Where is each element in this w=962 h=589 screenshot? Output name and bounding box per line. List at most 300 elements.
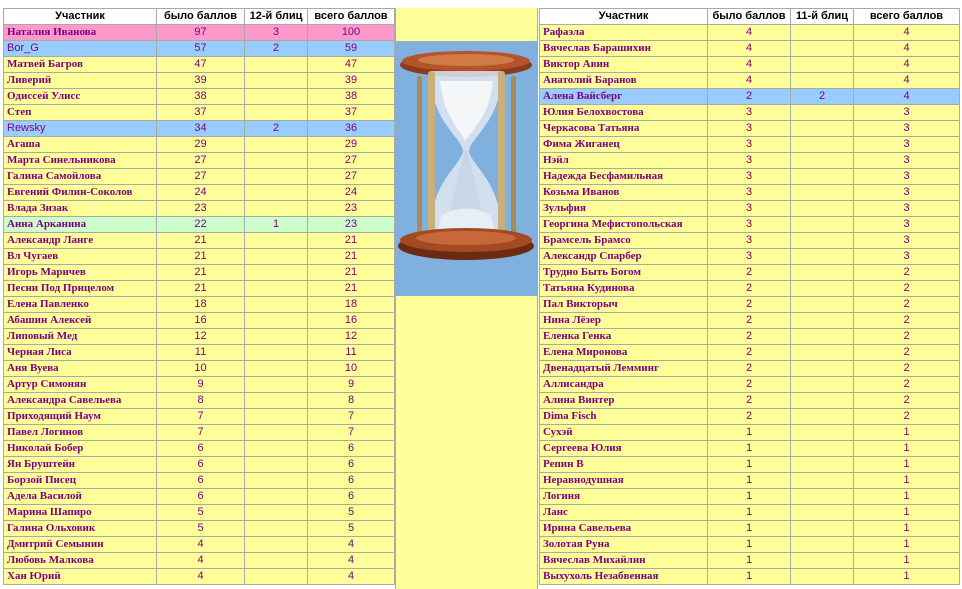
blitz-points-cell [791, 425, 854, 441]
table-row [540, 441, 960, 457]
total-points-cell: 21 [308, 281, 395, 297]
participant-name-cell: Выхухоль Незабвенная [540, 569, 708, 585]
table-row [4, 201, 395, 217]
participant-name-cell: Rewsky [4, 121, 157, 137]
hourglass-image [395, 41, 538, 296]
points-before-cell: 5 [157, 521, 245, 537]
participant-name-cell: Виктор Авин [540, 57, 708, 73]
participant-name-cell: Георгина Мефистопольская [540, 217, 708, 233]
table-row [540, 409, 960, 425]
points-before-cell: 1 [708, 505, 791, 521]
participant-name-cell: Агаша [4, 137, 157, 153]
blitz-points-cell [245, 249, 308, 265]
table-row [540, 201, 960, 217]
points-before-cell: 22 [157, 217, 245, 233]
participant-name-cell: Любовь Малкова [4, 553, 157, 569]
table-row [4, 249, 395, 265]
participant-name-cell: Черкасова Татьяна [540, 121, 708, 137]
table-row [540, 57, 960, 73]
table-row [540, 217, 960, 233]
blitz-points-cell [245, 393, 308, 409]
total-points-cell: 3 [854, 233, 960, 249]
participant-name-cell: Нина Лёзер [540, 313, 708, 329]
table-row [540, 313, 960, 329]
participant-name-cell: Павел Логинов [4, 425, 157, 441]
blitz-points-cell [245, 329, 308, 345]
blitz-points-cell [245, 105, 308, 121]
table-row [540, 249, 960, 265]
points-before-cell: 18 [157, 297, 245, 313]
blitz-points-cell [245, 281, 308, 297]
participant-name-cell: Влада Зизак [4, 201, 157, 217]
participant-name-cell: Матвей Багров [4, 57, 157, 73]
points-before-cell: 21 [157, 233, 245, 249]
header-blitz: 12-й блиц [245, 9, 308, 25]
total-points-cell: 38 [308, 89, 395, 105]
participant-name-cell: Логиня [540, 489, 708, 505]
table-row [4, 297, 395, 313]
participant-name-cell: Одиссей Улисс [4, 89, 157, 105]
blitz-points-cell [245, 361, 308, 377]
points-before-cell: 37 [157, 105, 245, 121]
participant-name-cell: Елена Миронова [540, 345, 708, 361]
points-before-cell: 3 [708, 153, 791, 169]
participant-name-cell: Александр Спарбер [540, 249, 708, 265]
hourglass-icon [395, 41, 538, 296]
participant-name-cell: Ливерий [4, 73, 157, 89]
table-row [540, 553, 960, 569]
total-points-cell: 6 [308, 473, 395, 489]
participant-name-cell: Степ [4, 105, 157, 121]
total-points-cell: 1 [854, 489, 960, 505]
total-points-cell: 47 [308, 57, 395, 73]
points-before-cell: 38 [157, 89, 245, 105]
participant-name-cell: Репин В [540, 457, 708, 473]
participant-name-cell: Надежда Бесфамильная [540, 169, 708, 185]
points-before-cell: 21 [157, 265, 245, 281]
points-before-cell: 1 [708, 537, 791, 553]
blitz-points-cell [245, 569, 308, 585]
total-points-cell: 3 [854, 249, 960, 265]
points-before-cell: 10 [157, 361, 245, 377]
blitz-points-cell [245, 425, 308, 441]
table-row [4, 441, 395, 457]
total-points-cell: 2 [854, 313, 960, 329]
points-before-cell: 12 [157, 329, 245, 345]
blitz-points-cell [791, 201, 854, 217]
blitz-points-cell [791, 457, 854, 473]
points-before-cell: 4 [708, 41, 791, 57]
blitz-points-cell: 2 [791, 89, 854, 105]
table-row [4, 89, 395, 105]
total-points-cell: 2 [854, 265, 960, 281]
table-row [540, 73, 960, 89]
total-points-cell: 7 [308, 409, 395, 425]
blitz-points-cell [245, 233, 308, 249]
participant-name-cell: Вячеслав Барашихин [540, 41, 708, 57]
participant-name-cell: Игорь Маричев [4, 265, 157, 281]
participant-name-cell: Dima Fisch [540, 409, 708, 425]
total-points-cell: 7 [308, 425, 395, 441]
points-before-cell: 5 [157, 505, 245, 521]
blitz-points-cell [245, 57, 308, 73]
points-before-cell: 2 [708, 297, 791, 313]
total-points-cell: 27 [308, 169, 395, 185]
table-row [540, 521, 960, 537]
total-points-cell: 4 [308, 553, 395, 569]
total-points-cell: 4 [854, 41, 960, 57]
table-row [4, 57, 395, 73]
total-points-cell: 6 [308, 457, 395, 473]
table-row [540, 265, 960, 281]
blitz-points-cell [791, 185, 854, 201]
points-before-cell: 2 [708, 361, 791, 377]
right-scores-table [539, 8, 960, 585]
total-points-cell: 27 [308, 153, 395, 169]
total-points-cell: 2 [854, 361, 960, 377]
participant-name-cell: Юлия Белохвостова [540, 105, 708, 121]
blitz-points-cell [245, 89, 308, 105]
total-points-cell: 9 [308, 377, 395, 393]
blitz-points-cell [791, 553, 854, 569]
table-row [540, 393, 960, 409]
table-row [540, 489, 960, 505]
table-header-row [540, 9, 960, 25]
points-before-cell: 4 [157, 569, 245, 585]
total-points-cell: 5 [308, 505, 395, 521]
blitz-points-cell [245, 489, 308, 505]
table-row [4, 425, 395, 441]
blitz-points-cell: 3 [245, 25, 308, 41]
blitz-points-cell [791, 569, 854, 585]
blitz-points-cell [791, 313, 854, 329]
blitz-points-cell [245, 473, 308, 489]
participant-name-cell: Вячеслав Михайлин [540, 553, 708, 569]
total-points-cell: 1 [854, 569, 960, 585]
blitz-points-cell [791, 57, 854, 73]
participant-name-cell: Неравнодушная [540, 473, 708, 489]
total-points-cell: 21 [308, 233, 395, 249]
points-before-cell: 2 [708, 265, 791, 281]
blitz-points-cell [245, 137, 308, 153]
total-points-cell: 8 [308, 393, 395, 409]
participant-name-cell: Ян Бруштейн [4, 457, 157, 473]
blitz-points-cell [791, 489, 854, 505]
blitz-points-cell [791, 169, 854, 185]
points-before-cell: 6 [157, 473, 245, 489]
blitz-points-cell [791, 41, 854, 57]
participant-name-cell: Галина Самойлова [4, 169, 157, 185]
table-row [4, 409, 395, 425]
blitz-points-cell [791, 441, 854, 457]
participant-name-cell: Песни Под Прицелом [4, 281, 157, 297]
points-before-cell: 27 [157, 169, 245, 185]
total-points-cell: 10 [308, 361, 395, 377]
participant-name-cell: Алена Вайсберг [540, 89, 708, 105]
blitz-points-cell [245, 185, 308, 201]
total-points-cell: 6 [308, 441, 395, 457]
participant-name-cell: Адела Василой [4, 489, 157, 505]
total-points-cell: 4 [854, 73, 960, 89]
points-before-cell: 39 [157, 73, 245, 89]
total-points-cell: 2 [854, 329, 960, 345]
table-row [540, 457, 960, 473]
total-points-cell: 39 [308, 73, 395, 89]
points-before-cell: 2 [708, 409, 791, 425]
blitz-points-cell [791, 393, 854, 409]
blitz-points-cell [791, 217, 854, 233]
participant-name-cell: Ланс [540, 505, 708, 521]
blitz-points-cell [791, 329, 854, 345]
points-before-cell: 7 [157, 409, 245, 425]
blitz-points-cell [791, 249, 854, 265]
total-points-cell: 3 [854, 137, 960, 153]
points-before-cell: 2 [708, 345, 791, 361]
blitz-points-cell: 2 [245, 121, 308, 137]
blitz-points-cell [245, 537, 308, 553]
header-total: всего баллов [308, 9, 395, 25]
points-before-cell: 3 [708, 201, 791, 217]
header-blitz: 11-й блиц [791, 9, 854, 25]
total-points-cell: 1 [854, 441, 960, 457]
blitz-points-cell [791, 137, 854, 153]
participant-name-cell: Галина Ольховик [4, 521, 157, 537]
total-points-cell: 5 [308, 521, 395, 537]
participant-name-cell: Черная Лиса [4, 345, 157, 361]
blitz-points-cell [245, 441, 308, 457]
table-row [4, 553, 395, 569]
table-row [4, 537, 395, 553]
total-points-cell: 1 [854, 425, 960, 441]
table-row [540, 233, 960, 249]
table-row [540, 137, 960, 153]
points-before-cell: 4 [708, 57, 791, 73]
participant-name-cell: Двенадцатый Лемминг [540, 361, 708, 377]
participant-name-cell: Сухэй [540, 425, 708, 441]
points-before-cell: 24 [157, 185, 245, 201]
table-row [540, 569, 960, 585]
total-points-cell: 4 [854, 57, 960, 73]
points-before-cell: 2 [708, 393, 791, 409]
table-row [4, 313, 395, 329]
points-before-cell: 23 [157, 201, 245, 217]
points-before-cell: 1 [708, 457, 791, 473]
total-points-cell: 24 [308, 185, 395, 201]
total-points-cell: 4 [308, 537, 395, 553]
participant-name-cell: Анна Арканина [4, 217, 157, 233]
participant-name-cell: Еленка Генка [540, 329, 708, 345]
total-points-cell: 2 [854, 345, 960, 361]
participant-name-cell: Аллисандра [540, 377, 708, 393]
participant-name-cell: Абашин Алексей [4, 313, 157, 329]
left-scores-table [3, 8, 395, 585]
points-before-cell: 3 [708, 105, 791, 121]
points-before-cell: 2 [708, 281, 791, 297]
table-row [4, 329, 395, 345]
blitz-points-cell [791, 473, 854, 489]
total-points-cell: 2 [854, 409, 960, 425]
total-points-cell: 37 [308, 105, 395, 121]
total-points-cell: 1 [854, 537, 960, 553]
participant-name-cell: Аня Вуева [4, 361, 157, 377]
blitz-points-cell [791, 153, 854, 169]
table-row [4, 361, 395, 377]
points-before-cell: 1 [708, 521, 791, 537]
total-points-cell: 1 [854, 473, 960, 489]
total-points-cell: 3 [854, 169, 960, 185]
total-points-cell: 2 [854, 297, 960, 313]
blitz-points-cell [791, 409, 854, 425]
participant-name-cell: Ирина Савельева [540, 521, 708, 537]
blitz-points-cell [791, 265, 854, 281]
participant-name-cell: Марта Синельникова [4, 153, 157, 169]
participant-name-cell: Вл Чугаев [4, 249, 157, 265]
participant-name-cell: Николай Бобер [4, 441, 157, 457]
blitz-points-cell [791, 297, 854, 313]
table-row [4, 217, 395, 233]
table-row [4, 281, 395, 297]
blitz-points-cell [791, 521, 854, 537]
participant-name-cell: Анатолий Баранов [540, 73, 708, 89]
total-points-cell: 3 [854, 105, 960, 121]
points-before-cell: 1 [708, 489, 791, 505]
table-row [4, 233, 395, 249]
blitz-points-cell [245, 313, 308, 329]
points-before-cell: 1 [708, 441, 791, 457]
points-before-cell: 3 [708, 185, 791, 201]
blitz-points-cell [245, 457, 308, 473]
table-row [4, 521, 395, 537]
blitz-points-cell [791, 25, 854, 41]
total-points-cell: 4 [854, 25, 960, 41]
points-before-cell: 6 [157, 489, 245, 505]
points-before-cell: 6 [157, 441, 245, 457]
total-points-cell: 29 [308, 137, 395, 153]
participant-name-cell: Борзой Писец [4, 473, 157, 489]
total-points-cell: 6 [308, 489, 395, 505]
points-before-cell: 3 [708, 121, 791, 137]
total-points-cell: 1 [854, 521, 960, 537]
table-row [540, 505, 960, 521]
total-points-cell: 23 [308, 217, 395, 233]
table-row [540, 377, 960, 393]
blitz-points-cell [245, 409, 308, 425]
table-row [4, 457, 395, 473]
participant-name-cell: Bor_G [4, 41, 157, 57]
total-points-cell: 21 [308, 249, 395, 265]
participant-name-cell: Марина Шапиро [4, 505, 157, 521]
table-row [4, 377, 395, 393]
table-row [540, 169, 960, 185]
points-before-cell: 3 [708, 249, 791, 265]
points-before-cell: 29 [157, 137, 245, 153]
participant-name-cell: Липовый Мед [4, 329, 157, 345]
participant-name-cell: Сергеева Юлия [540, 441, 708, 457]
participant-name-cell: Дмитрий Семынин [4, 537, 157, 553]
points-before-cell: 3 [708, 233, 791, 249]
points-before-cell: 27 [157, 153, 245, 169]
blitz-points-cell [245, 153, 308, 169]
table-row [540, 185, 960, 201]
total-points-cell: 16 [308, 313, 395, 329]
table-row [4, 473, 395, 489]
table-row [540, 89, 960, 105]
total-points-cell: 3 [854, 153, 960, 169]
table-row [4, 121, 395, 137]
participant-name-cell: Нэйл [540, 153, 708, 169]
blitz-points-cell [245, 553, 308, 569]
participant-name-cell: Фима Жиганец [540, 137, 708, 153]
points-before-cell: 57 [157, 41, 245, 57]
points-before-cell: 6 [157, 457, 245, 473]
points-before-cell: 4 [157, 553, 245, 569]
points-before-cell: 1 [708, 473, 791, 489]
table-row [4, 345, 395, 361]
blitz-points-cell [245, 345, 308, 361]
table-row [4, 489, 395, 505]
points-before-cell: 4 [708, 73, 791, 89]
points-before-cell: 1 [708, 553, 791, 569]
table-row [540, 41, 960, 57]
points-before-cell: 9 [157, 377, 245, 393]
participant-name-cell: Александр Ланге [4, 233, 157, 249]
blitz-points-cell [791, 233, 854, 249]
table-row [540, 297, 960, 313]
blitz-points-cell [245, 521, 308, 537]
blitz-points-cell [245, 73, 308, 89]
participant-name-cell: Пал Викторыч [540, 297, 708, 313]
table-row [4, 169, 395, 185]
participant-name-cell: Алина Винтер [540, 393, 708, 409]
table-row [540, 105, 960, 121]
table-row [4, 137, 395, 153]
participant-name-cell: Козьма Иванов [540, 185, 708, 201]
participant-name-cell: Брамсель Брамсо [540, 233, 708, 249]
participant-name-cell: Приходящий Наум [4, 409, 157, 425]
total-points-cell: 36 [308, 121, 395, 137]
total-points-cell: 1 [854, 505, 960, 521]
points-before-cell: 3 [708, 217, 791, 233]
table-row [540, 473, 960, 489]
blitz-points-cell [791, 377, 854, 393]
participant-name-cell: Татьяна Кудинова [540, 281, 708, 297]
blitz-points-cell [791, 121, 854, 137]
participant-name-cell: Елена Павленко [4, 297, 157, 313]
table-row [4, 105, 395, 121]
header-participant: Участник [4, 9, 157, 25]
table-row [4, 569, 395, 585]
total-points-cell: 2 [854, 281, 960, 297]
table-row [540, 121, 960, 137]
points-before-cell: 34 [157, 121, 245, 137]
total-points-cell: 3 [854, 217, 960, 233]
participant-name-cell: Хан Юрий [4, 569, 157, 585]
table-row [540, 25, 960, 41]
blitz-points-cell [245, 201, 308, 217]
blitz-points-cell [791, 505, 854, 521]
points-before-cell: 2 [708, 377, 791, 393]
total-points-cell: 59 [308, 41, 395, 57]
points-before-cell: 16 [157, 313, 245, 329]
total-points-cell: 3 [854, 185, 960, 201]
points-before-cell: 47 [157, 57, 245, 73]
participant-name-cell: Артур Симонян [4, 377, 157, 393]
table-row [540, 345, 960, 361]
blitz-points-cell [791, 105, 854, 121]
points-before-cell: 21 [157, 281, 245, 297]
table-row [540, 425, 960, 441]
blitz-points-cell [791, 537, 854, 553]
